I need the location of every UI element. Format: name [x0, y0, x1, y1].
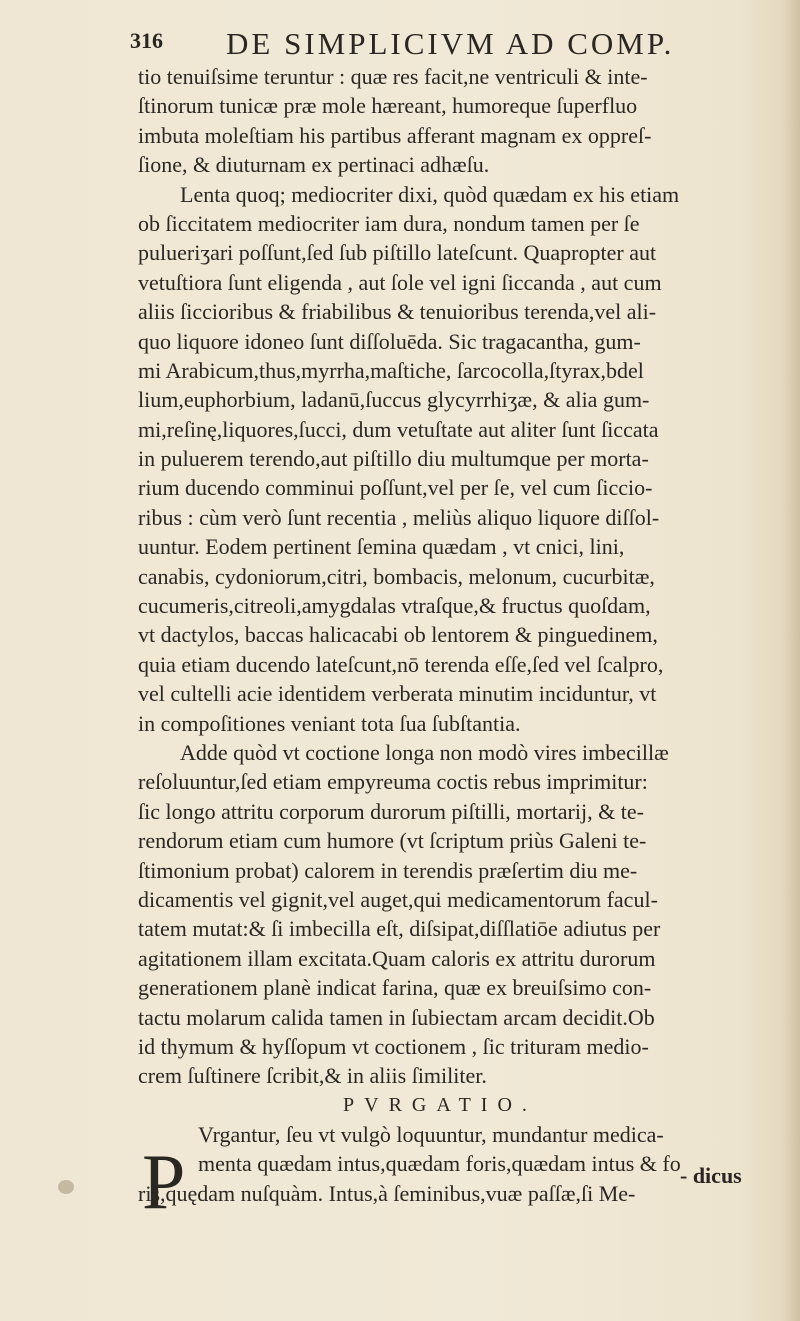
text-line: reſoluuntur,ſed etiam empyreuma coctis rebus imprimitur: — [138, 769, 648, 795]
text-line: mi,reſinę,liquores,ſucci, dum vetuſtate aut aliter ſunt ſiccata — [138, 416, 659, 442]
section-heading: PVRGATIO. — [343, 1093, 537, 1116]
page-number: 316 — [130, 28, 163, 53]
text-line: canabis, cydoniorum,citri, bombacis, melonum, cucurbitæ, — [138, 563, 655, 589]
text-line: ob ſiccitatem mediocriter iam dura, nondum tamen per ſe — [138, 210, 640, 236]
text-line: imbuta moleſtiam his partibus afferant magnam ex oppreſ- — [138, 122, 652, 148]
body-text — [138, 62, 764, 1208]
text-line: ribus : cùm verò ſunt recentia , meliùs aliquo liquore diſſol- — [138, 504, 660, 530]
text-line: quo liquore idoneo ſunt diſſoluēda. Sic tragacantha, gum- — [138, 328, 641, 354]
text-line: quia etiam ducendo lateſcunt,nō terenda eſſe,ſed vel ſcalpro, — [138, 651, 664, 677]
running-title: DE SIMPLICIVM AD COMP. — [226, 26, 675, 61]
text-line: dicamentis vel gignit,vel auget,qui medicamentorum facul- — [138, 886, 658, 912]
text-line: Adde quòd vt coctione longa non modò vires imbecillæ — [180, 739, 669, 765]
text-line: ſtinorum tunicæ præ mole hæreant, humoreque ſuperfluo — [138, 93, 638, 119]
drop-cap: P — [142, 1138, 186, 1225]
text-line: vetuſtiora ſunt eligenda , aut ſole vel igni ſiccanda , aut cum — [138, 269, 662, 295]
page-edge-shadow — [782, 0, 800, 1321]
catchword: - dicus — [680, 1163, 742, 1188]
paragraph-2 — [138, 180, 764, 738]
text-line: crem ſuſtinere ſcribit,& in aliis ſimiliter. — [138, 1063, 487, 1089]
text-line: ſione, & diuturnam ex pertinaci adhæſu. — [138, 152, 490, 178]
text-line: rium ducendo comminui poſſunt,vel per ſe, vel cum ſiccio- — [138, 475, 653, 501]
text-line: generationem planè indicat farina, quæ ex breuiſsimo con- — [138, 975, 652, 1001]
text-line: lium,euphorbium, ladanū,ſuccus glycyrrhiʒæ, & alia gum- — [138, 387, 650, 413]
text-line: Lenta quoq; mediocriter dixi, quòd quædam ex his etiam — [180, 181, 680, 207]
text-line: Vrgantur, ſeu vt vulgò loquuntur, mundantur medica- — [198, 1122, 664, 1148]
paragraph-1 — [138, 62, 764, 180]
text-line: tatem mutat:& ſi imbecilla eſt, diſsipat,diſſlatiōe adiutus per — [138, 916, 661, 942]
text-line: id thymum & hyſſopum vt coctionem , ſic trituram medio- — [138, 1033, 649, 1059]
text-line: agitationem illam excitata.Quam caloris ex attritu durorum — [138, 945, 656, 971]
text-line: tio tenuiſsime teruntur : quæ res facit,ne ventriculi & inte- — [138, 64, 648, 89]
text-line: menta quædam intus,quædam foris,quædam intus & fo — [198, 1151, 681, 1177]
text-line: in puluerem terendo,aut piſtillo diu multumque per morta- — [138, 446, 649, 472]
text-line: rendorum etiam cum humore (vt ſcriptum priùs Galeni te- — [138, 828, 647, 854]
text-line: vel cultelli acie identidem verberata minutim inciduntur, vt — [138, 681, 657, 707]
text-line: uuntur. Eodem pertinent ſemina quædam , vt cnici, lini, — [138, 534, 625, 560]
page-header — [130, 26, 730, 66]
text-line: pulueriʒari poſſunt,ſed ſub piſtillo lateſcunt. Quapropter aut — [138, 240, 657, 266]
text-line: ris,quędam nuſquàm. Intus,à ſeminibus,vuæ paſſæ,ſi Me- — [138, 1180, 636, 1206]
text-line: ſtimonium probat) calorem in terendis præſertim diu me- — [138, 857, 638, 883]
text-line: mi Arabicum,thus,myrrha,maſtiche, ſarcocolla,ſtyrax,bdel — [138, 357, 644, 383]
text-line: in compoſitiones veniant tota ſua ſubſtantia. — [138, 710, 521, 736]
text-line: cucumeris,citreoli,amygdalas vtraſque,& fructus quoſdam, — [138, 593, 651, 619]
text-line: tactu molarum calida tamen in ſubiectam arcam decidit.Ob — [138, 1004, 655, 1030]
ink-stain — [58, 1180, 74, 1194]
text-line: aliis ſiccioribus & friabilibus & tenuioribus terenda,vel ali- — [138, 299, 657, 325]
paragraph-4 — [138, 1120, 764, 1208]
paragraph-3 — [138, 738, 764, 1091]
text-line: ſic longo attritu corporum durorum piſtilli, mortarij, & te- — [138, 798, 644, 824]
text-line: vt dactylos, baccas halicacabi ob lentorem & pinguedinem, — [138, 622, 658, 648]
